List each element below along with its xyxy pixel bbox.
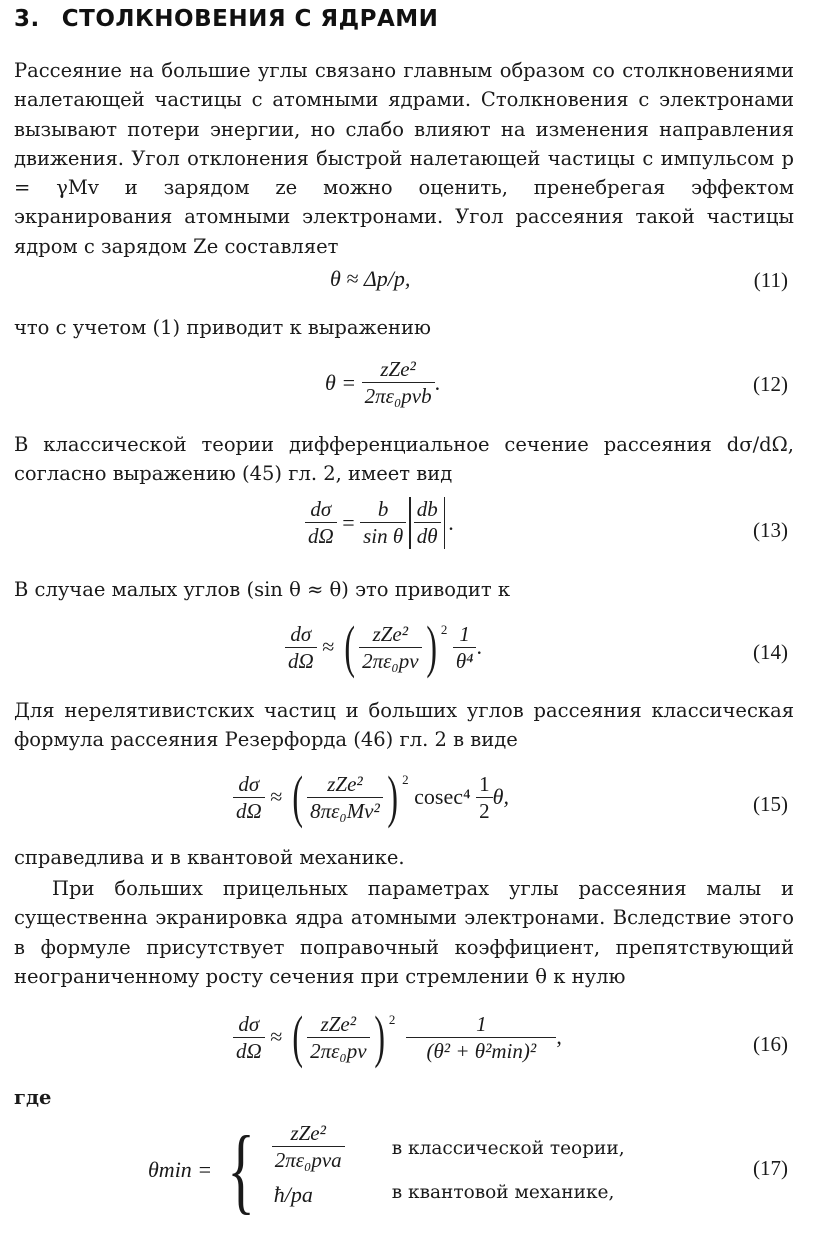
eq15-approx: ≈: [270, 784, 283, 809]
eq13-lhs-den: dΩ: [305, 522, 337, 549]
eq16-lhs-num: dσ: [238, 1011, 260, 1036]
eq14-lhs-den: dΩ: [285, 647, 317, 674]
eq15-inner-den: 8πε₀Mv²: [307, 797, 383, 824]
eq14-factor-fraction: [453, 621, 477, 674]
eq17-lhs: θmin =: [148, 1157, 213, 1182]
eq16-inner-fraction: [307, 1011, 369, 1064]
eq15-power: 2: [402, 772, 409, 787]
paragraph-8: где: [14, 1086, 52, 1109]
eq14-inner-fraction: [359, 621, 421, 674]
eq12-lhs: θ =: [325, 369, 357, 395]
eq15-function: cosec⁴: [414, 784, 471, 809]
eq14-lhs-fraction: [285, 621, 317, 674]
right-paren: ): [425, 614, 437, 679]
left-paren: (: [344, 614, 355, 679]
eq14-lhs-num: dσ: [290, 621, 312, 646]
eq17-cases: [264, 1120, 684, 1220]
eq13-abs-fraction: [414, 496, 441, 549]
equation-number-16: (16): [753, 1032, 788, 1056]
equation-15: [233, 764, 509, 829]
eq13-abs-num: db: [416, 497, 438, 521]
eq17-case1-fraction: [272, 1120, 345, 1173]
eq14-inner-num: zZe²: [372, 621, 409, 646]
equation-number-17: (17): [753, 1156, 788, 1180]
eq13-rhs-fraction: [360, 496, 406, 549]
abs-bar-right: [444, 497, 446, 549]
paragraph-1: Рассеяние на большие углы связано главным образом со столкновениями налетающей частицы с атомными ядрами. Столкновения с электронами вызывают потери энергии, но слабо влияют на изменения направления движения. Угол отклонения быстрой налетающей частицы с импульсом p = γMv и зарядом ze можно оценить, пренебрегая эффектом экранирования атомными электронами. Угол рассеяния такой частицы ядром с зарядом Ze составляет: [14, 59, 794, 258]
section-title: СТОЛКНОВЕНИЯ С ЯДРАМИ: [61, 6, 439, 32]
eq13-tail: .: [448, 509, 454, 535]
eq12-denominator: 2πε₀pvb: [362, 382, 435, 409]
equation-11: [330, 266, 410, 292]
abs-bar-left: [409, 497, 411, 549]
eq13-rhs-num: b: [377, 497, 389, 521]
eq17-case1-text: в классической теории,: [391, 1138, 625, 1159]
eq12-tail: .: [434, 369, 441, 395]
equation-number-12: (12): [753, 372, 788, 396]
eq16-factor-fraction: [406, 1011, 556, 1064]
eq15-lhs-den: dΩ: [233, 797, 265, 824]
eq13-equals: =: [342, 509, 355, 535]
equation-13: [305, 496, 454, 549]
eq16-approx: ≈: [270, 1024, 283, 1049]
paragraph-4: В случае малых углов (sin θ ≈ θ) это приводит к: [14, 578, 511, 601]
eq15-lhs-num: dσ: [238, 771, 260, 796]
eq16-factor-den: (θ² + θ²min)²: [406, 1037, 556, 1064]
eq13-lhs-fraction: [305, 496, 337, 549]
eq13-rhs-den: sin θ: [360, 522, 406, 549]
equation-17: [148, 1116, 684, 1223]
paragraph-7: При больших прицельных параметрах углы рассеяния малы и существенна экранировка ядра атомными электронами. Вследствие этого в формуле присутствует поправочный коэффициент, препятствующий неограниченному росту сечения при стремлении θ к нулю: [14, 877, 794, 988]
eq16-power: 2: [388, 1012, 396, 1027]
eq16-lhs-den: dΩ: [233, 1037, 265, 1064]
paragraph-2: что с учетом (1) приводит к выражению: [14, 316, 431, 339]
left-brace: {: [226, 1116, 255, 1223]
eq11-rhs: Δp/p,: [363, 266, 411, 291]
section-heading: [14, 6, 438, 32]
equation-12: [325, 356, 440, 409]
eq15-half-den: 2: [476, 797, 493, 824]
eq17-case2-expr: ħ/pa: [273, 1182, 313, 1207]
eq15-half-num: 1: [479, 771, 490, 796]
paragraph-6: справедлива и в квантовой механике.: [14, 846, 405, 869]
right-paren: ): [387, 764, 398, 829]
equation-14: [285, 614, 482, 679]
eq16-lhs-fraction: [233, 1011, 265, 1064]
eq14-inner-den: 2πε₀pv: [359, 647, 421, 674]
eq14-factor-num: 1: [459, 621, 470, 646]
section-number: 3.: [14, 6, 40, 32]
left-paren: (: [292, 1004, 303, 1069]
eq12-fraction: [362, 356, 435, 409]
eq15-half-fraction: [476, 771, 493, 824]
eq13-abs-den: dθ: [414, 522, 441, 549]
eq15-inner-num: zZe²: [327, 771, 363, 796]
eq16-inner-den: 2πε₀pv: [307, 1037, 369, 1064]
eq13-lhs-num: dσ: [310, 497, 332, 521]
eq14-power: 2: [440, 622, 448, 637]
eq16-inner-num: zZe²: [320, 1011, 357, 1036]
equation-number-14: (14): [753, 640, 788, 664]
eq11-lhs: θ ≈: [330, 266, 359, 291]
eq17-case2-text: в квантовой механике,: [391, 1182, 615, 1203]
eq15-lhs-fraction: [233, 771, 265, 824]
left-paren: (: [292, 764, 303, 829]
eq12-numerator: zZe²: [380, 357, 416, 381]
equation-16: [233, 1004, 562, 1069]
eq15-inner-fraction: [307, 771, 383, 824]
eq14-factor-den: θ⁴: [453, 647, 477, 674]
equation-number-11: (11): [753, 268, 788, 292]
eq17-case1-den: 2πε₀pva: [272, 1146, 345, 1173]
equation-number-13: (13): [753, 518, 788, 542]
eq14-approx: ≈: [322, 634, 335, 659]
paragraph-3: В классической теории дифференциальное сечение рассеяния dσ/dΩ, согласно выражению (45) гл. 2, имеет вид: [14, 433, 794, 486]
eq16-factor-num: 1: [476, 1011, 487, 1036]
right-paren: ): [373, 1004, 385, 1069]
paragraph-5: Для нерелятивистских частиц и больших углов рассеяния классическая формула рассеяния Резерфорда (46) гл. 2 в виде: [14, 699, 794, 752]
eq15-tail: θ,: [492, 784, 509, 809]
equation-number-15: (15): [753, 792, 788, 816]
eq14-tail: .: [476, 634, 482, 659]
eq16-tail: ,: [556, 1024, 562, 1049]
eq17-case1-num: zZe²: [290, 1121, 326, 1145]
